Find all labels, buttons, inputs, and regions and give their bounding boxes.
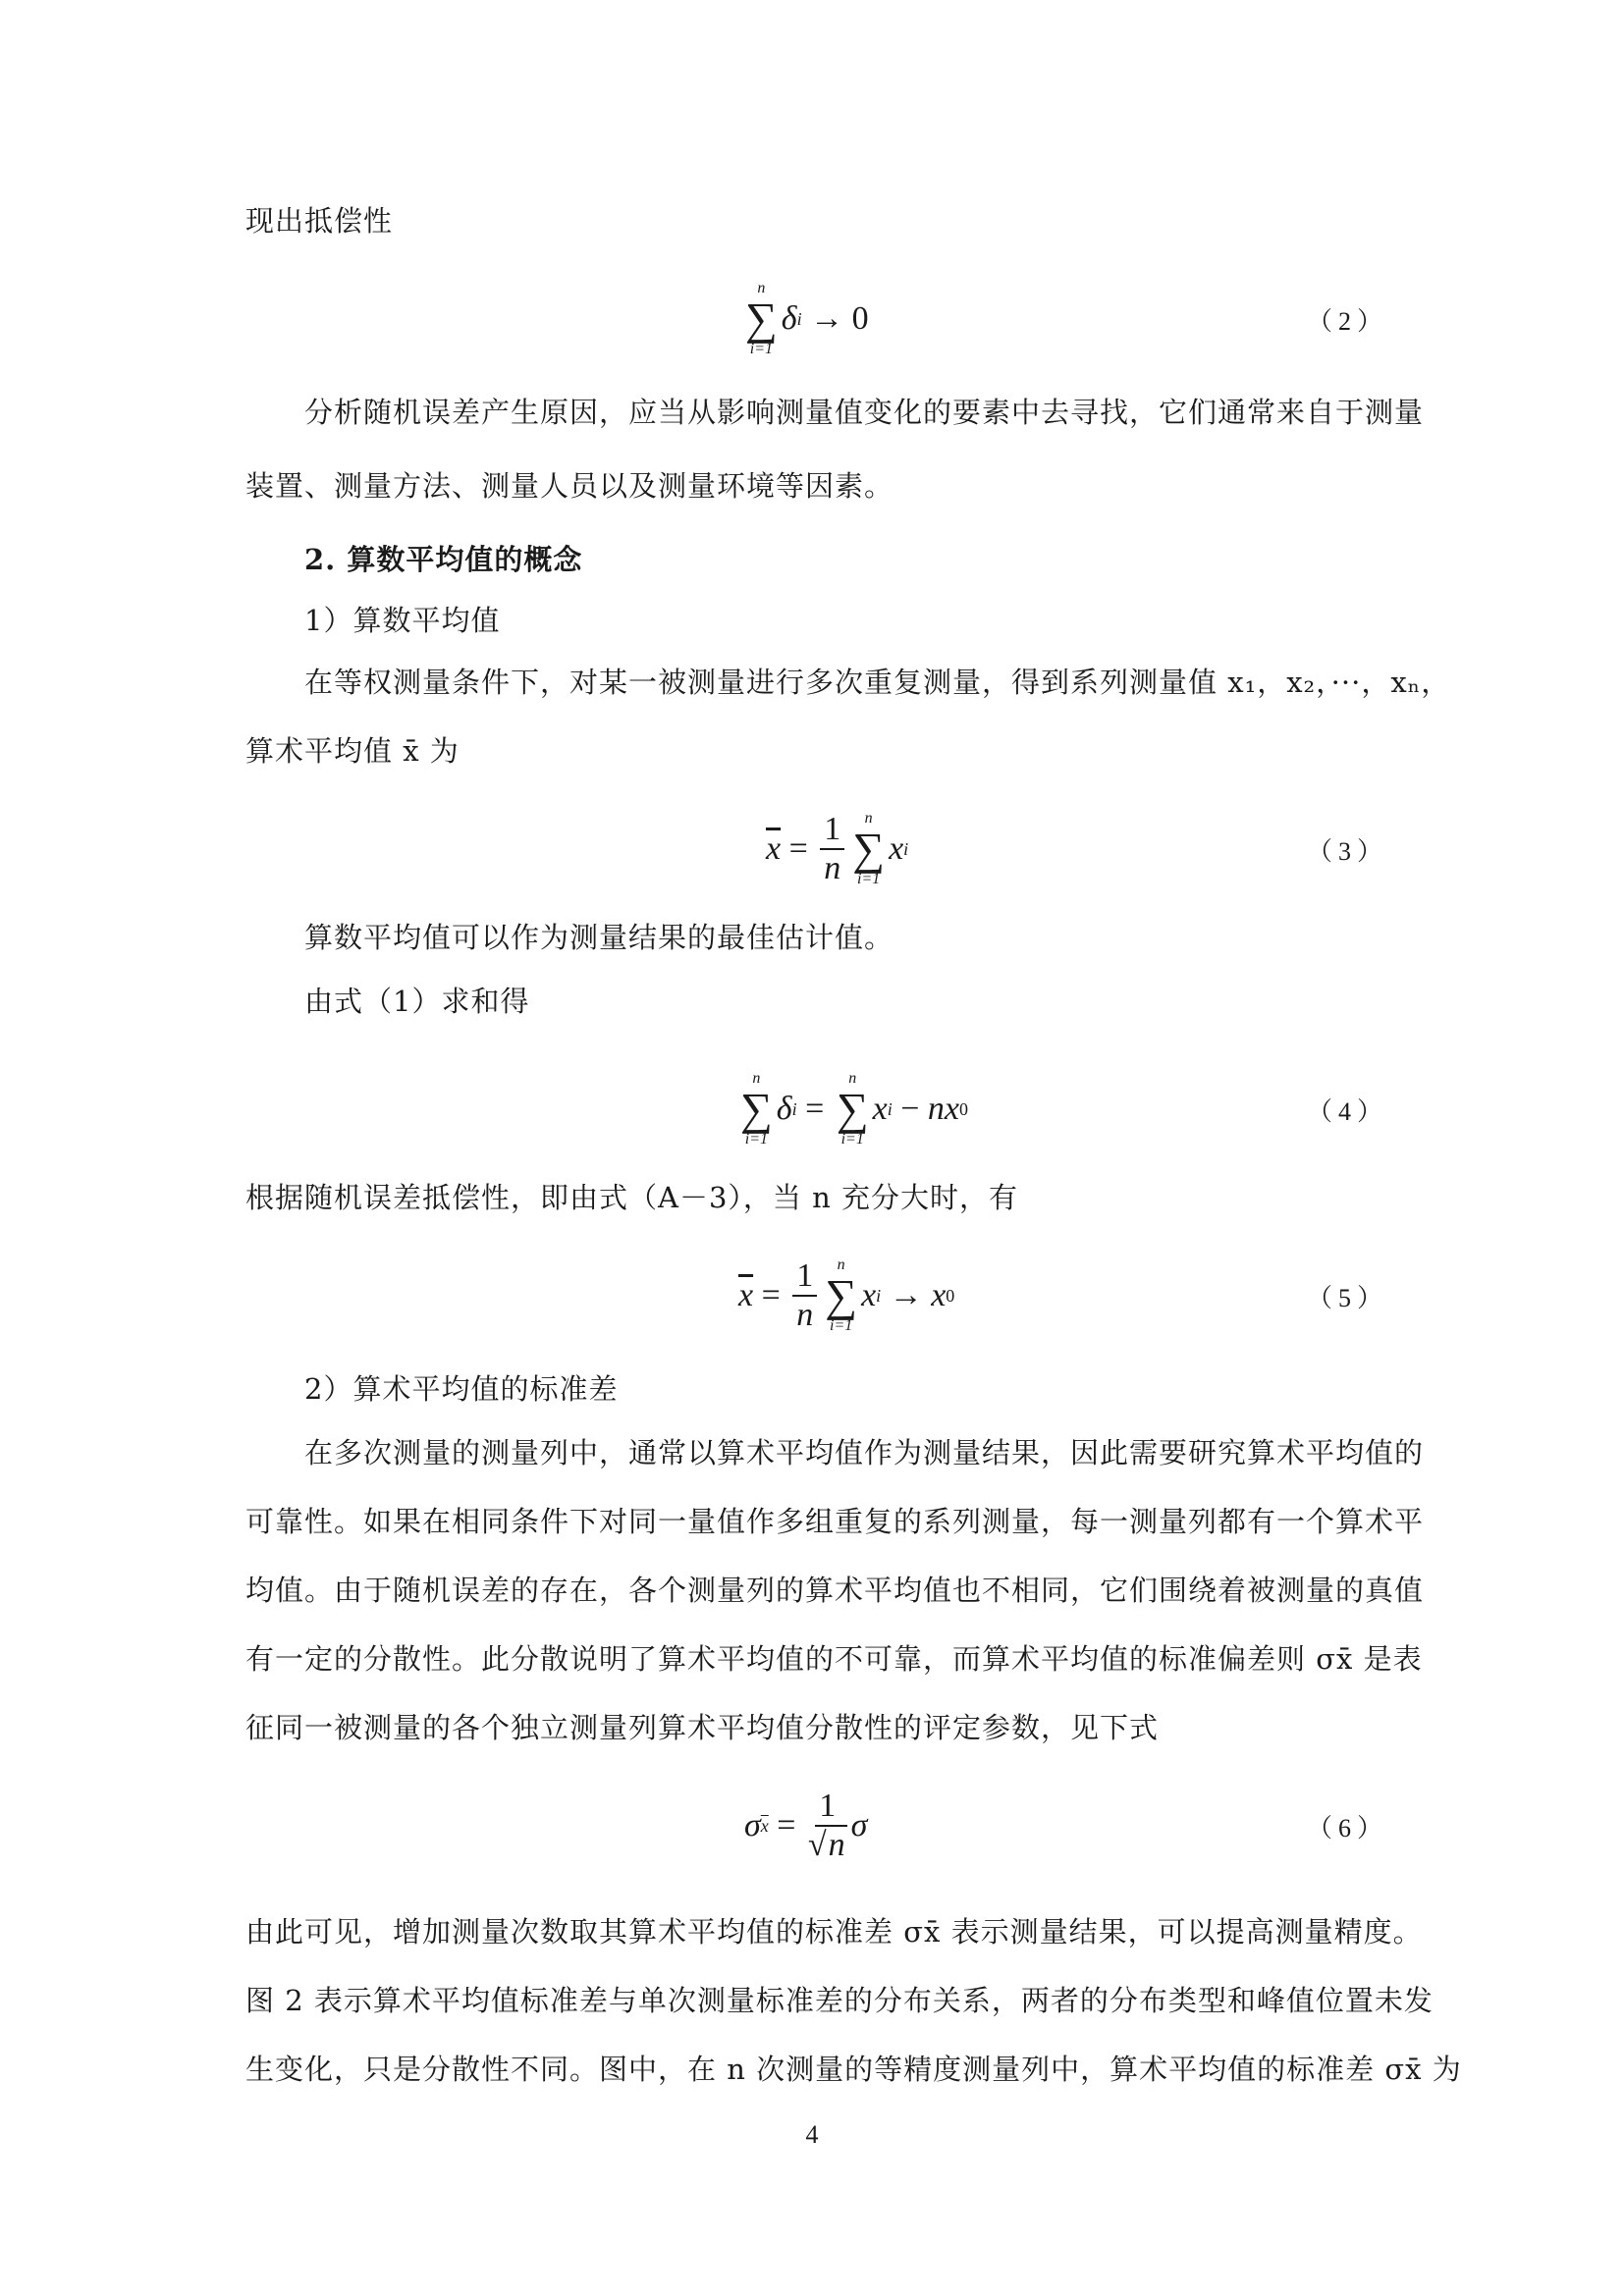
page-number: 4 [805,2120,819,2149]
text-line: 征同一被测量的各个独立测量列算术平均值分散性的评定参数，见下式 [245,1711,1160,1744]
text-line: 算数平均值可以作为测量结果的最佳估计值。 [304,921,894,954]
text-line: 现出抵偿性 [245,204,394,238]
equation-body: $\overline{x}$ = $\frac{1}{n}$ n ∑ i=1 x i [766,810,909,887]
text-line: 有一定的分散性。此分散说明了算术平均值的不可靠，而算术平均值的标准偏差则 σx̄ 是表 [245,1642,1423,1676]
text-line: 由此可见，增加测量次数取其算术平均值的标准差 σx̄ 表示测量结果，可以提高测量精度。 [245,1915,1423,1949]
text-line: 在多次测量的测量列中，通常以算术平均值作为测量结果，因此需要研究算术平均值的 [304,1436,1425,1469]
equation-body: $\overline{x}$ = $\frac{1}{n}$ n ∑ i=1 x i → x 0 [738,1256,955,1334]
equation-number: （4） [1306,1096,1388,1126]
equation-number: （5） [1306,1283,1388,1312]
text-line: 均值。由于随机误差的存在，各个测量列的算术平均值也不相同，它们围绕着被测量的真值 [245,1574,1425,1607]
text-line: 根据随机误差抵偿性，即由式（A－3），当 n 充分大时，有 [245,1181,1019,1214]
equation-2 [0,265,1624,373]
text-line: 可靠性。如果在相同条件下对同一量值作多组重复的系列测量，每一测量列都有一个算术平 [245,1505,1425,1538]
section-heading: 2. 算数平均值的概念 [304,543,583,576]
equation-5 [0,1242,1624,1350]
equation-number: （6） [1306,1813,1388,1842]
text-line: 图 2 表示算术平均值标准差与单次测量标准差的分布关系，两者的分布类型和峰值位置未发 [245,1984,1434,2017]
equation-4 [0,1055,1624,1163]
equation-number: （3） [1306,836,1388,866]
text-line: 装置、测量方法、测量人员以及测量环境等因素。 [245,469,894,503]
text-line: 生变化，只是分散性不同。图中，在 n 次测量的等精度测量列中，算术平均值的标准差 σx̄ 为 [245,2053,1462,2086]
text-line: 分析随机误差产生原因，应当从影响测量值变化的要素中去寻找，它们通常来自于测量 [304,396,1425,429]
text-line: 由式（1）求和得 [304,985,530,1018]
equation-body: σ $\overline{x}$ = $\frac{1}{√n}$ σ [744,1788,868,1863]
equation-3 [0,795,1624,903]
text-line: 算术平均值 x̄ 为 [245,734,460,768]
subsection-heading: 1）算数平均值 [304,604,501,637]
equation-body: n ∑ i=1 δ i = n ∑ i=1 x i − nx 0 [740,1070,968,1148]
text-line: 在等权测量条件下，对某一被测量进行多次重复测量，得到系列测量值 x₁，x₂，···，xₙ， [304,666,1451,699]
subsection-heading: 2）算术平均值的标准差 [304,1372,619,1406]
equation-body: n ∑ i=1 δ i → 0 [745,280,869,357]
equation-6 [0,1772,1624,1880]
equation-number: （2） [1306,306,1388,336]
